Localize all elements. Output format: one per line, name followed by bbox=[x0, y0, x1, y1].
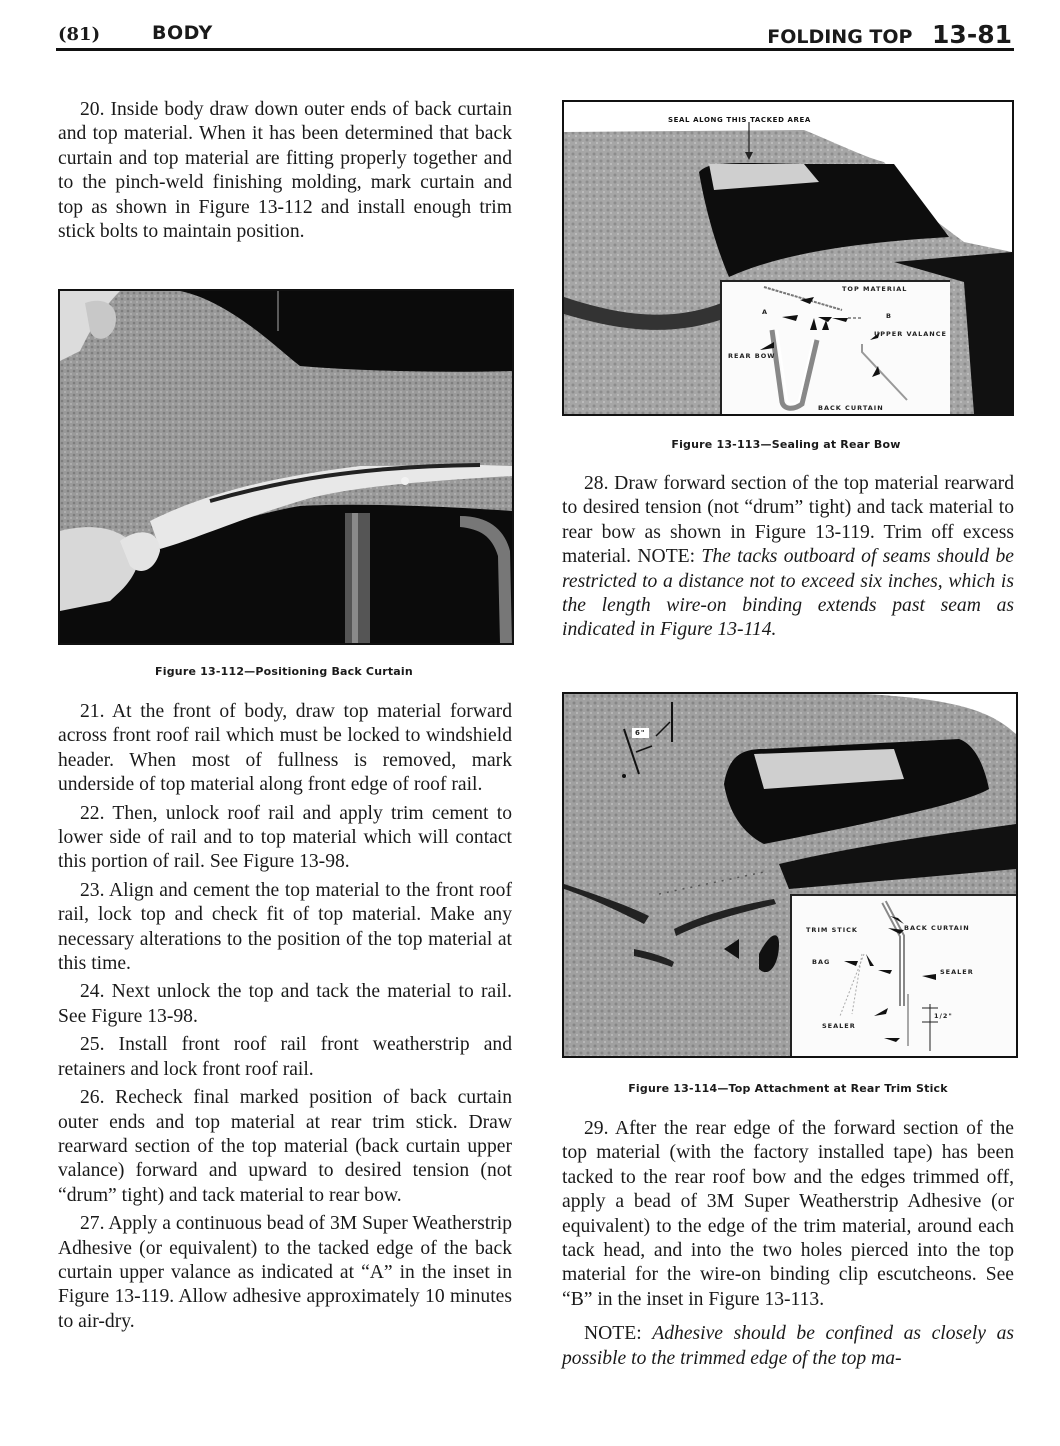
closing-note bbox=[562, 1322, 1014, 1371]
figure-13-113-caption: Figure 13-113—Sealing at Rear Bow bbox=[671, 438, 901, 451]
label-sealer-right: SEALER bbox=[940, 968, 974, 976]
step-28 bbox=[562, 472, 1014, 643]
label-top-material: TOP MATERIAL bbox=[842, 285, 908, 293]
step-26: 26. Recheck final marked position of back curtain outer ends and top material at rear trim stick. Draw rearward section of the top material (back curtain upper valance) forward and upward to desired tension (not “drum” tight) and tack material to rear bow. bbox=[58, 1087, 512, 1206]
car-roof-photo-illustration bbox=[60, 291, 512, 643]
step-22: 22. Then, unlock roof rail and apply trim cement to lower side of rail and to top material which will contact this portion of rail. See Figure 13-98. bbox=[58, 802, 512, 873]
figure-14-inset bbox=[790, 894, 1018, 1058]
left-column-top bbox=[58, 98, 512, 248]
label-back-curtain: BACK CURTAIN bbox=[904, 924, 970, 932]
step-27: 27. Apply a continuous bead of 3M Super Weatherstrip Adhesive (or equivalent) to the tacked edge of the back curtain upper valance as indicated at “A” in the inset in Figure 13-119. Allow adhesive approximately 10 minutes to air-dry. bbox=[58, 1213, 512, 1332]
label-back-curtain: BACK CURTAIN bbox=[818, 404, 884, 412]
figure-13-113 bbox=[562, 100, 1014, 416]
step-25: 25. Install front roof rail front weatherstrip and retainers and lock front roof rail. bbox=[58, 1034, 512, 1080]
page-paren-number: (81) bbox=[58, 24, 101, 45]
right-column-step-28 bbox=[562, 472, 1014, 647]
label-trim-stick: TRIM STICK bbox=[806, 926, 858, 934]
note-label: NOTE: bbox=[584, 1323, 642, 1345]
section-name: BODY bbox=[152, 22, 213, 44]
figure-13-112-caption: Figure 13-112—Positioning Back Curtain bbox=[155, 665, 413, 678]
step-24: 24. Next unlock the top and tack the material to rail. See Figure 13-98. bbox=[58, 981, 512, 1027]
step-29: 29. After the rear edge of the forward section of the top material (with the factory installed tape) has been tacked to the rear roof bow and the edges trimmed off, apply a bead of 3M Super Weatherstrip Adhesive (or equivalent) to the edge of the trim material, around each tack head, and into the two holes pierced into the top material for the wire-on binding clip escutcheons. See “B” in the inset in Figure 13-113. bbox=[562, 1118, 1014, 1310]
right-column-step-29 bbox=[562, 1117, 1014, 1375]
figure-13-114-caption: Figure 13-114—Top Attachment at Rear Trim Stick bbox=[628, 1082, 948, 1095]
chapter-title: FOLDING TOP bbox=[767, 26, 913, 48]
step-20: 20. Inside body draw down outer ends of back curtain and top material. When it has been determined that back curtain and top material are fitting properly together and to the pinch-weld finishing molding, mark curtain and top as shown in Figure 13-112 and install enough trim stick bolts to maintain position. bbox=[58, 99, 512, 243]
step-28-text: 28. Draw forward section of the top material rearward to desired tension (not “drum” tight) and tack material to rear bow as shown in Figure 13-119. Trim off excess material. NOTE: bbox=[562, 473, 1014, 568]
header-right bbox=[767, 20, 1012, 49]
note-text: Adhesive should be confined as closely as possible to the trimmed edge of the top ma- bbox=[562, 1323, 1014, 1369]
label-upper-valance: UPPER VALANCE bbox=[874, 330, 947, 338]
trim-stick-diagram bbox=[792, 896, 1018, 1058]
page-number: 13-81 bbox=[932, 20, 1012, 49]
figure-13-112-photo bbox=[58, 289, 514, 645]
rear-bow-diagram bbox=[722, 282, 950, 416]
label-bag: BAG bbox=[812, 958, 831, 966]
figure-13-113-inset bbox=[720, 280, 950, 416]
label-b: B bbox=[886, 312, 892, 320]
label-six-inches: 6" bbox=[632, 728, 649, 738]
label-half-inch: 1/2" bbox=[934, 1012, 953, 1020]
figure-13-114 bbox=[562, 692, 1018, 1058]
step-23: 23. Align and cement the top material to the front roof rail, lock top and check fit of top material. Make any necessary alterations to the position of the top material at this time. bbox=[58, 879, 512, 975]
page-header bbox=[56, 18, 1014, 51]
label-rear-bow: REAR BOW bbox=[728, 352, 776, 360]
step-28-note: The tacks outboard of seams should be restricted to a distance not to exceed six inches, which is the length wire-on binding extends past seam as indicated in Figure 13-114. bbox=[562, 546, 1014, 641]
figure-13-113-top-label: SEAL ALONG THIS TACKED AREA bbox=[668, 116, 811, 124]
label-sealer-bottom: SEALER bbox=[822, 1022, 856, 1030]
label-a: A bbox=[762, 308, 769, 316]
left-column-steps bbox=[58, 700, 512, 1338]
step-21: 21. At the front of body, draw top material forward across front roof rail which must be locked to windshield header. When most of fullness is removed, mark underside of top material along front edge of roof rail. bbox=[58, 701, 512, 796]
